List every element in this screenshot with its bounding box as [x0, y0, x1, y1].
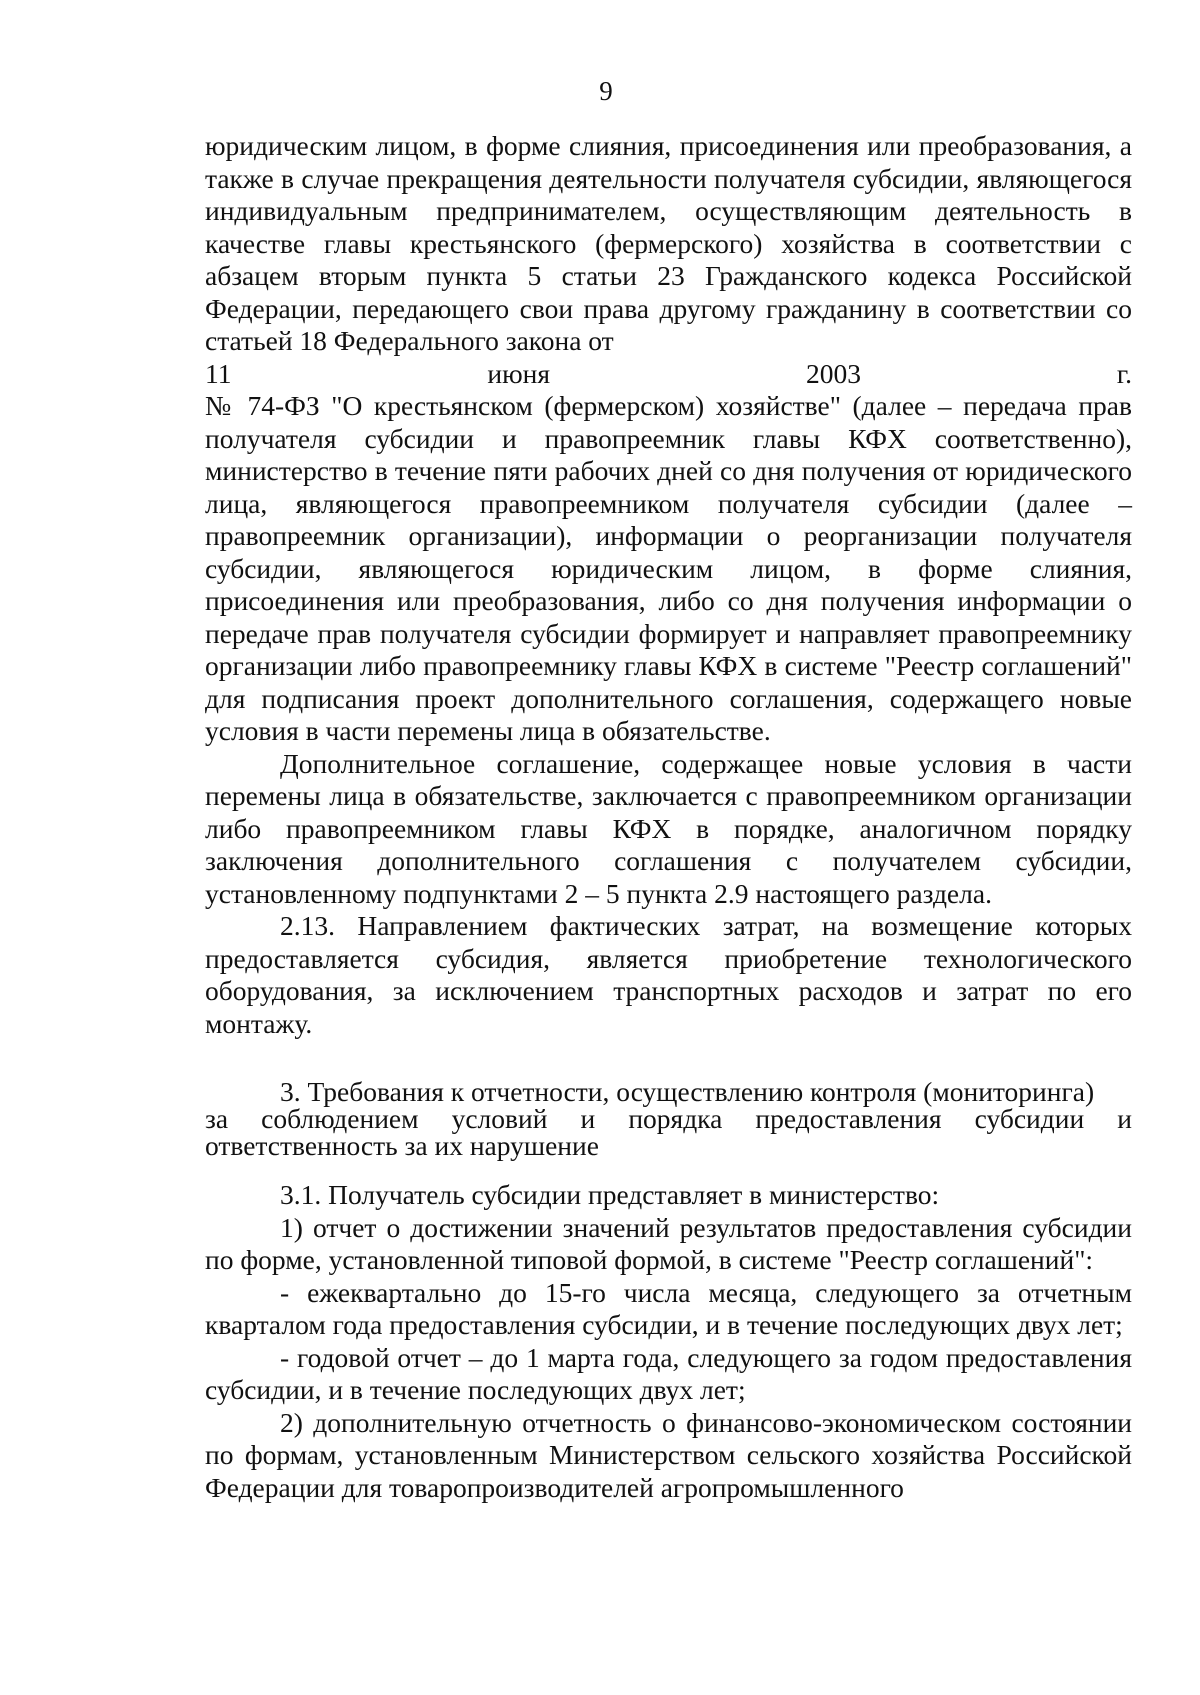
paragraph-continued: [205, 130, 1132, 748]
law-date-line: 11 июня 2003 г.: [205, 357, 1132, 389]
list-subitem-quarterly: - ежеквартально до 15-го числа месяца, следующего за отчетным кварталом года предоставления субсидии, и в течение последующих двух лет;: [205, 1276, 1132, 1340]
list-subitem-annual: - годовой отчет – до 1 марта года, следующего за годом предоставления субсидии, и в течение последующих двух лет;: [205, 1341, 1132, 1405]
list-item-2: 2) дополнительную отчетность о финансово-экономическом состоянии по формам, установленным Министерством сельского хозяйства Российской Федерации для товаропроизводителей агропромышленного: [205, 1406, 1132, 1503]
paragraph-3-1: 3.1. Получатель субсидии представляет в министерство:: [280, 1179, 940, 1210]
page-number: 9: [599, 76, 613, 106]
section-heading-line: 3. Требования к отчетности, осуществлению контроля (мониторинга): [280, 1076, 1095, 1107]
section-heading-line: ответственность за их нарушение: [205, 1130, 599, 1161]
section-heading-line: за соблюдением условий и порядка предоставления субсидии и: [205, 1103, 1132, 1134]
paragraph-additional-agreement: Дополнительное соглашение, содержащее новые условия в части перемены лица в обязательстве, заключается с правопреемником организации либо правопреемником главы КФХ в порядке, аналогичном порядку заключения дополнительного соглашения с получателем субсидии, установленному подпунктами 2 – 5 пункта 2.9 настоящего раздела.: [205, 747, 1132, 909]
section-3-heading: [205, 1078, 1132, 1159]
document-body: [205, 130, 1132, 1504]
paragraph-2-13: 2.13. Направлением фактических затрат, на возмещение которых предоставляется субсидия, является приобретение технологического оборудования, за исключением транспортных расходов и затрат по его монтажу.: [205, 910, 1132, 1039]
paragraph-text: юридическим лицом, в форме слияния, присоединения или преобразования, а также в случае прекращения деятельности получателя субсидии, являющегося индивидуальным предпринимателем, осуществляющим деятельность в качестве главы крестьянского (фермерского) хозяйства в соответствии с абзацем вторым пункта 5 статьи 23 Гражданского кодекса Российской Федерации, передающего свои права другому гражданину в соответствии со статьей 18 Федерального закона от: [205, 130, 1132, 356]
list-item-1: 1) отчет о достижении значений результатов предоставления субсидии по форме, установленной типовой формой, в системе "Реестр соглашений":: [205, 1211, 1132, 1275]
paragraph-text: № 74-ФЗ "О крестьянском (фермерском) хозяйстве" (далее – передача прав получателя субсидии и правопреемник главы КФХ соответственно), министерство в течение пяти рабочих дней со дня получения от юридического лица, являющегося правопреемником получателя субсидии (далее – правопреемник организации), информации о реорганизации получателя субсидии, являющегося юридическим лицом, в форме слияния, присоединения или преобразования, либо со дня получения информации о передаче прав получателя субсидии формирует и направляет правопреемнику организации либо правопреемнику главы КФХ в системе "Реестр соглашений" для подписания проект дополнительного соглашения, содержащего новые условия в части перемены лица в обязательстве.: [205, 390, 1132, 746]
